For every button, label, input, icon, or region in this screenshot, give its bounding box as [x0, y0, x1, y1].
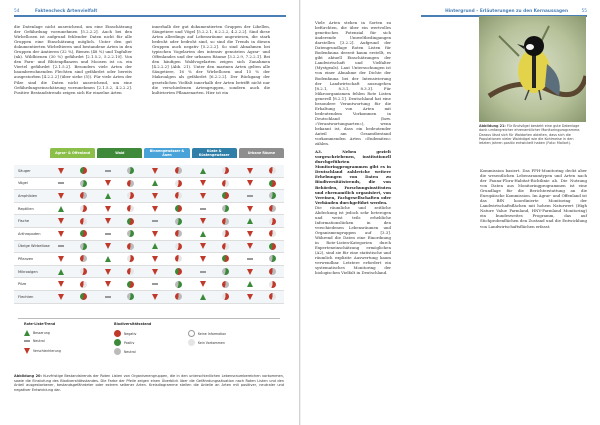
trend-arrow-icon — [247, 195, 253, 197]
trend-arrow-icon — [200, 281, 206, 287]
col-header-binnen: Binnengewässer & Auen — [144, 148, 189, 158]
figure-cell — [192, 268, 237, 275]
state-pie-icon — [269, 205, 276, 212]
legend-no-occurrence: Kein Vorkommen — [188, 339, 225, 346]
state-pie-icon — [269, 281, 276, 288]
right-header — [421, 9, 587, 14]
state-pie-icon — [269, 167, 276, 174]
figure-cell — [97, 255, 142, 262]
right-column-1 — [315, 20, 391, 400]
trend-arrow-icon — [58, 256, 64, 262]
legend-neutral-state: Neutral — [114, 348, 136, 355]
row-label: Pflanzen — [18, 256, 34, 261]
negative-swatch-icon — [114, 330, 121, 337]
figure-cell — [144, 205, 189, 212]
figure-row — [14, 266, 284, 279]
figure-cell — [239, 205, 284, 212]
state-pie-icon — [222, 268, 229, 275]
photo-caption-label: Abbildung 21: — [479, 124, 506, 128]
row-label: Säuger — [18, 168, 31, 173]
state-pie-icon — [80, 167, 87, 174]
trend-arrow-icon — [200, 231, 206, 237]
state-pie-icon — [80, 268, 87, 275]
no-info-swatch-icon — [188, 330, 195, 337]
state-pie-icon — [80, 243, 87, 250]
state-pie-icon — [222, 293, 229, 300]
trend-arrow-icon — [200, 271, 206, 273]
trend-arrow-icon — [105, 193, 111, 199]
figure-cell — [144, 255, 189, 262]
photo-caption — [479, 124, 586, 145]
state-pie-icon — [127, 167, 134, 174]
trend-arrow-icon — [247, 180, 253, 186]
figure-cell — [144, 293, 189, 300]
no-occurrence-swatch-icon — [188, 339, 195, 346]
figure-cell — [239, 268, 284, 275]
trend-arrow-icon — [152, 294, 158, 300]
col-header-agrar: Agrar- & Offenland — [50, 148, 95, 158]
trend-arrow-icon — [58, 168, 64, 174]
figure-cell — [192, 205, 237, 212]
running-title: Hintergrund – Erläuterungen zu den Kernaussagen — [445, 9, 569, 14]
positive-swatch-icon — [114, 339, 121, 346]
figure-cell — [97, 230, 142, 237]
figure-cell — [50, 268, 95, 275]
figure-cell — [192, 192, 237, 199]
trend-arrow-icon — [105, 256, 111, 262]
right-page — [300, 0, 600, 425]
state-pie-icon — [80, 255, 87, 262]
col-header-urban: Urbane Räume — [239, 148, 284, 158]
trend-arrow-icon — [152, 256, 158, 262]
left-header — [14, 9, 286, 14]
state-pie-icon — [127, 281, 134, 288]
figure-cell — [144, 230, 189, 237]
state-pie-icon — [127, 192, 134, 199]
figure-cell — [239, 293, 284, 300]
state-pie-icon — [80, 281, 87, 288]
state-pie-icon — [175, 281, 182, 288]
trend-arrow-icon — [105, 233, 111, 235]
legend-trend-title: Rote-Liste-Trend — [24, 322, 56, 326]
trend-arrow-icon — [152, 206, 158, 212]
figure-cell — [239, 167, 284, 174]
figure-cell — [239, 255, 284, 262]
row-label: Reptilien — [18, 206, 34, 211]
state-pie-icon — [80, 205, 87, 212]
trend-arrow-icon — [105, 281, 111, 287]
legend-improve: Besserung — [24, 330, 50, 336]
figure-cell — [192, 218, 237, 225]
trend-arrow-icon — [247, 218, 253, 224]
trend-arrow-icon — [152, 231, 158, 237]
state-pie-icon — [80, 293, 87, 300]
trend-arrow-icon — [58, 294, 64, 300]
trend-arrow-icon — [200, 180, 206, 186]
figure-cell — [97, 218, 142, 225]
paragraph: Viele Arten stehen in Sorten zu befürchten, die über ein wertvolles genetisches Potenzial für sich änderende Umweltbedingungen darstellen [3.2.2]. Aufgrund der Datengrundlage Roten Listen für Bodenfauna derzeit kaum erstellt, es gibt aktuell Einschätzungen der Landwirtschaft und Vielfalter (Mystgeals). Laut Untersuchungen ist von einer Abnahme der Dichte der Bodenfauna bei der Intensivierung der Landwirtschaft auszugehen [8.2.1, 8.3.1, 8.3.3]. Für Mikroorganismen fehlen Rote Listen generell [8.2.1]. Deutschland hat eine besondere Verantwortung für die Erhaltung von Arten mit bedeutendem Vorkommen in Deutschland (bzw. »Verantwortungsarten«), wenn bekannt ist, dass ein bedeutender Anteil am Gesamtbestand vorkommenden Arten »Endemiten« zählen. — [315, 20, 391, 147]
trend-arrow-icon — [247, 243, 253, 249]
figure-grid — [14, 165, 284, 304]
trend-arrow-icon — [200, 208, 206, 210]
trend-arrow-icon — [58, 206, 64, 212]
state-pie-icon — [222, 167, 229, 174]
figure-cell — [144, 243, 189, 250]
state-pie-icon — [269, 243, 276, 250]
trend-arrow-icon — [152, 180, 158, 186]
page-number: 55 — [581, 9, 587, 14]
state-pie-icon — [80, 230, 87, 237]
legend-negative: Negativ — [114, 330, 136, 337]
figure-row — [14, 190, 284, 203]
trend-arrow-icon — [58, 281, 64, 287]
state-pie-icon — [222, 230, 229, 237]
trend-arrow-icon — [200, 256, 206, 262]
state-pie-icon — [127, 205, 134, 212]
legend-neutral: Neutral — [24, 339, 45, 343]
paragraph: Die räumliche und zeitliche Abdeckung ist jedoch sehr heterogen und weist teils erhebliche Informationslücken in den verschiedenen Lebensräumen und Organismengruppen auf [3.3]. Während die Daten eine Einordnung in Rote-Listen-Kategorien durch Experteneinschätzung ermöglichen (A2), sind sie für eine statistische und räumlich explizite Auswertung kaum verwendbar. Letztere erfordert ein systematisches Monitoring der biologischen Vielfalt in Deutschland. — [315, 204, 391, 276]
trend-arrow-icon — [152, 220, 158, 222]
trend-arrow-icon — [58, 231, 64, 237]
row-label: Amphibien — [18, 193, 38, 198]
figure-row — [14, 228, 284, 241]
figure-cell — [239, 218, 284, 225]
state-pie-icon — [222, 205, 229, 212]
legend-worse: Verschlechterung — [24, 348, 61, 354]
row-label: Übrige Wirbellose — [18, 244, 50, 249]
figure-cell — [239, 192, 284, 199]
state-pie-icon — [269, 218, 276, 225]
state-pie-icon — [127, 268, 134, 275]
state-pie-icon — [127, 255, 134, 262]
state-pie-icon — [175, 192, 182, 199]
trend-arrow-icon — [200, 168, 206, 174]
trend-arrow-icon — [200, 193, 206, 199]
figure-cell — [192, 167, 237, 174]
state-pie-icon — [269, 293, 276, 300]
trend-arrow-icon — [152, 269, 158, 275]
figure-cell — [144, 218, 189, 225]
up-arrow-icon — [24, 330, 30, 336]
col-header-wald: Wald — [97, 148, 142, 158]
figure-row — [14, 278, 284, 291]
figure-cell — [97, 243, 142, 250]
figure-cell — [50, 167, 95, 174]
trend-arrow-icon — [247, 168, 253, 174]
figure-caption — [14, 374, 284, 392]
figure-column-headers — [50, 148, 284, 158]
figure-row — [14, 178, 284, 191]
trend-arrow-icon — [58, 193, 64, 199]
row-label: Arthropoden — [18, 231, 41, 236]
legend-positive: Positiv — [114, 339, 134, 346]
species-trend-figure — [14, 148, 284, 374]
figure-cell — [50, 218, 95, 225]
col-header-kueste: Küste & Küstengewässer — [192, 148, 237, 158]
state-pie-icon — [127, 180, 134, 187]
legend-state-title: Biodiversitätsstand — [114, 322, 152, 326]
state-pie-icon — [222, 243, 229, 250]
header-rule — [14, 15, 286, 17]
figure-cell — [50, 243, 95, 250]
figure-cell — [50, 281, 95, 288]
state-pie-icon — [222, 180, 229, 187]
figure-cell — [144, 180, 189, 187]
figure-cell — [97, 293, 142, 300]
state-pie-icon — [175, 268, 182, 275]
state-pie-icon — [269, 255, 276, 262]
state-pie-icon — [269, 180, 276, 187]
paragraph: Kommission basiert. Das FFH-Monitoring deckt aber die wesentlichen Lebensraumtypen und Arten nach der Fauna-Flora-Habitat-Richtlinie ab. Die Nutzung von Daten aus Monitoringprogrammen ist eine Grundlage für die Berichterstattung an die Europäische Kommission. Im Agrar- und Offenland ist das BfN koordinierte Monitoring der Landwirtschaftsflächen mit hohem Naturwert (High Nature Value Farmland, HNV-Farmland Monitoring) ein bundesweites Programm, das auf Stichprobenflächen den Zustand und die Entwicklung von Landwirtschaftsflächen erfasst. — [480, 168, 587, 229]
trend-arrow-icon — [247, 269, 253, 275]
state-pie-icon — [222, 281, 229, 288]
row-label: Mikroalgen — [18, 269, 38, 274]
trend-arrow-icon — [200, 218, 206, 224]
state-pie-icon — [175, 218, 182, 225]
trend-arrow-icon — [247, 294, 253, 300]
trend-arrow-icon — [152, 243, 158, 249]
figure-cell — [192, 255, 237, 262]
down-arrow-icon — [24, 348, 30, 354]
trend-arrow-icon — [105, 269, 111, 275]
trend-arrow-icon — [58, 182, 64, 184]
trend-arrow-icon — [247, 258, 253, 260]
great-tit-photo-icon — [479, 16, 586, 122]
section-heading: A3. Neben gezielt vorgeschriebenen, institutionell durchgeführten Monitoringprogrammen gibt es in Deutschland zahlreiche weitere Erhebungen von Daten zu Biodiversitätstrends, die von Behörden, Forschungsinstituten und ehrenamtlich organisiert, von Vereinen, Fachgesellschaften oder Verbänden durchgeführt werden. — [315, 149, 391, 205]
figure-row — [14, 203, 284, 216]
figure-cell — [50, 192, 95, 199]
state-pie-icon — [80, 180, 87, 187]
figure-cell — [192, 243, 237, 250]
figure-cell — [97, 205, 142, 212]
trend-arrow-icon — [200, 243, 206, 249]
trend-arrow-icon — [105, 218, 111, 224]
figure-cell — [144, 268, 189, 275]
state-pie-icon — [175, 205, 182, 212]
row-label: Flechten — [18, 294, 34, 299]
trend-arrow-icon — [247, 231, 253, 237]
trend-arrow-icon — [105, 243, 111, 249]
neutral-swatch-icon — [114, 348, 121, 355]
state-pie-icon — [175, 255, 182, 262]
figure-cell — [239, 281, 284, 288]
state-pie-icon — [222, 192, 229, 199]
state-pie-icon — [80, 218, 87, 225]
state-pie-icon — [269, 230, 276, 237]
figure-cell — [97, 192, 142, 199]
caption-label: Abbildung 20: — [14, 374, 42, 378]
state-pie-icon — [269, 268, 276, 275]
figure-cell — [97, 268, 142, 275]
paragraph: die Datenlage nicht ausreichend, um eine Einschätzung der Gefährdung vorzunehmen [5.2.2.2]. Auch bei den Wirbellosen ist aufgrund fehlender Daten nicht für alle Gruppen eine Einschätzung möglich. Unter den gut dokumentierten Wirbeltieren und bestandene Arten in den Gruppen der Amtieren (32 %), Bienen (48 %) und Tagfalter (nk). Wildbienen (30 %) gefährdet [2.1.5.2, 5.2.2.10]. Von den Farn- und Blütenpflanzen und Moosen ist ca. ein Viertel gefährdet [2.1.5.2]. Besonders viele Arten der baumbewohnenden Flechten sind gefährdet oder bereits ausgestorben [4.2.2.2] (über siehe (5)). Für viele Arten der Pilze sind die Daten nicht ausreichend, um eine Gefährdungseinschätzung vorzunehmen [2.1.5.2, 4.2.2.2]. Positive Bestandstrends zeigen sich für einzelne Arten — [14, 24, 132, 95]
trend-arrow-icon — [105, 170, 111, 172]
state-pie-icon — [222, 218, 229, 225]
figure-row — [14, 253, 284, 266]
trend-arrow-icon — [152, 283, 158, 285]
state-pie-icon — [175, 293, 182, 300]
left-column-1 — [14, 24, 132, 144]
figure-cell — [239, 230, 284, 237]
figure-cell — [239, 180, 284, 187]
figure-cell — [192, 281, 237, 288]
row-label: Vögel — [18, 181, 28, 186]
figure-cell — [192, 230, 237, 237]
state-pie-icon — [175, 230, 182, 237]
trend-arrow-icon — [152, 168, 158, 174]
state-pie-icon — [127, 230, 134, 237]
figure-cell — [97, 281, 142, 288]
state-pie-icon — [127, 218, 134, 225]
trend-arrow-icon — [152, 193, 158, 199]
trend-arrow-icon — [58, 245, 64, 247]
figure-cell — [97, 167, 142, 174]
figure-cell — [192, 293, 237, 300]
flat-arrow-icon — [24, 340, 30, 342]
figure-row — [14, 215, 284, 228]
state-pie-icon — [127, 293, 134, 300]
legend-no-info: Keine Information — [188, 330, 226, 337]
trend-arrow-icon — [105, 180, 111, 186]
state-pie-icon — [127, 243, 134, 250]
state-pie-icon — [175, 243, 182, 250]
photo-caption-text: Für Brutvögel besteht eine gute Datenlage dank umfangreicher ehrenamtlicher Monitoringprogramme. Daraus lässt sich für Waldarten ableiten, dass sich die Populationen vieler Waldvögel wie die Kohlmeise in den letzten Jahren positiv entwickelt haben (Foto: Mallort). — [479, 124, 581, 146]
running-title: Faktencheck Artenvielfalt — [34, 9, 98, 14]
trend-arrow-icon — [58, 269, 64, 275]
trend-arrow-icon — [200, 294, 206, 300]
trend-arrow-icon — [105, 206, 111, 212]
figure-cell — [144, 281, 189, 288]
figure-cell — [50, 293, 95, 300]
figure-cell — [50, 180, 95, 187]
figure-cell — [50, 205, 95, 212]
page-number: 54 — [14, 9, 20, 14]
figure-cell — [97, 180, 142, 187]
state-pie-icon — [175, 180, 182, 187]
figure-legend — [18, 318, 280, 366]
right-column-2 — [480, 168, 587, 408]
bird-photo — [479, 16, 586, 122]
row-label: Fische — [18, 219, 30, 224]
paragraph: innerhalb der gut dokumentierten Gruppen der Libellen, Säugetiere und Vögel [5.2.2.1, 6.2.2.2, 4.2.2.2]. Sind diese Arten allerdings auf Lebensräume angewiesen, die stark bedroht oder bedroht sind, so sind die Trends in diesen Gruppen auch negativ [5.2.2.2]. So sind Abnahmen bei typischen Vogelarten des intensiv genutzten Agrar- und Offenlandes und der urbanen Räume [3.2.2.9, 7.2.2.1]. Bei den häufigen Waldvogelarten zeigen sich Zunahmen [4.2.2.2] (Abb. 21). Unter den marinen Arten gelten alle Säugetiere, 16 % der Wirbellosen und 15 % der Makroalgen als gefährdet [6.2.2.2]. Der Rückgang der gesetzlichen Vielfalt innerhalb der Arten betrifft nicht nur die verschiedenen Artengruppen, sondern auch die kultivierten Pflanzenarten. Hier ist ein — [152, 24, 270, 95]
figure-cell — [192, 180, 237, 187]
row-label: Pilze — [18, 282, 27, 287]
figure-cell — [50, 255, 95, 262]
figure-row — [14, 291, 284, 304]
figure-cell — [144, 167, 189, 174]
figure-cell — [239, 243, 284, 250]
trend-arrow-icon — [105, 296, 111, 298]
figure-cell — [50, 230, 95, 237]
trend-arrow-icon — [58, 218, 64, 224]
trend-arrow-icon — [247, 206, 253, 212]
state-pie-icon — [222, 255, 229, 262]
state-pie-icon — [269, 192, 276, 199]
state-pie-icon — [175, 167, 182, 174]
trend-arrow-icon — [247, 281, 253, 287]
figure-cell — [144, 192, 189, 199]
left-column-2 — [152, 24, 270, 144]
figure-row — [14, 165, 284, 178]
figure-row — [14, 241, 284, 254]
caption-text: Kurzfristige Bestandstrends der Roten Listen von Organismengruppen, die in den unterschiedlichen Lebensraumbereichen vorkommen, sowie die Einstufung des Biodiversitätsstandes. Die Farbe der Pfeile zeigen einen Überblick über die Gefährdungssituation nach Roten Listen und den Anteil ausgestorbener, bestandsgefährdeter oder extrem seltener Arten. Kreisdiagramme stellen die Anteile an Arten mit positiver, neutraler und negativer Entwicklung dar. — [14, 374, 284, 392]
state-pie-icon — [80, 192, 87, 199]
